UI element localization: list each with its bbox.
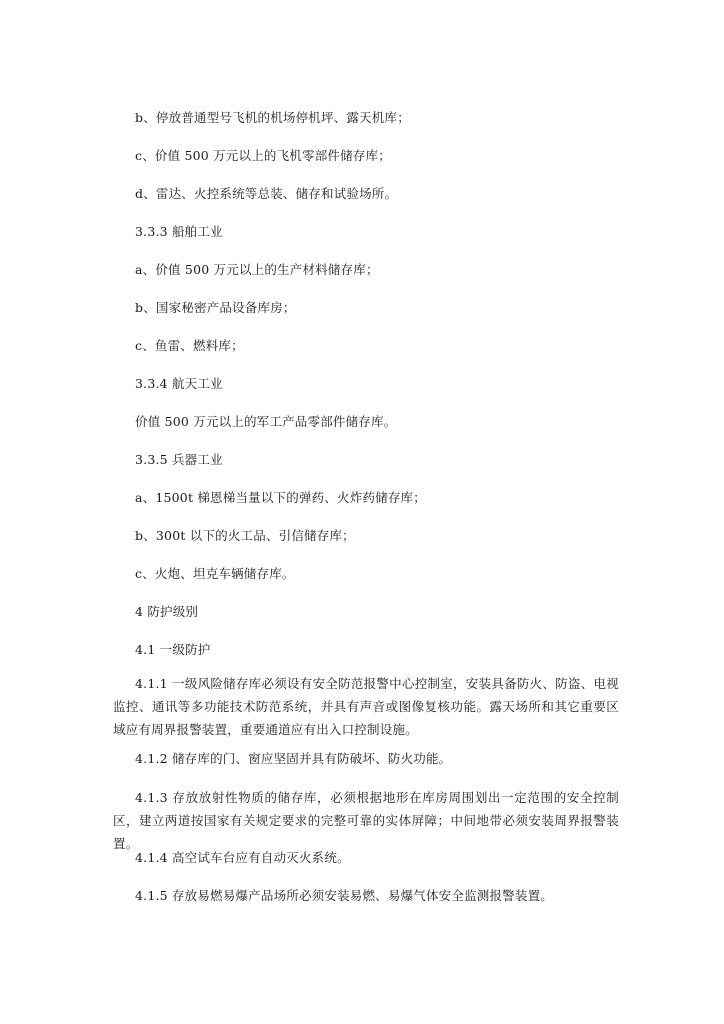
- section-heading: 3.3.4 航天工业: [135, 376, 223, 391]
- section-heading: 3.3.3 船舶工业: [135, 224, 223, 239]
- paragraph: 4.1.4 高空试车台应有自动灭火系统。: [135, 850, 350, 865]
- paragraph: 4.1.3 存放放射性物质的储存库，必须根据地形在库房周围划出一定范围的安全控制区，建立两道按国家有关规定要求的完整可靠的实体屏障；中间地带必须安装周界报警装置。: [113, 790, 619, 851]
- paragraph: 4.1.2 储存库的门、窗应坚固并具有防破坏、防火功能。: [135, 751, 452, 766]
- section-heading: 4.1 一级防护: [135, 642, 211, 657]
- paragraph: 4.1.5 存放易燃易爆产品场所必须安装易燃、易爆气体安全监测报警装置。: [135, 888, 553, 903]
- paragraph: 4.1.1 一级风险储存库必须设有安全防范报警中心控制室，安装具备防火、防盗、电视监控、通讯等多功能技术防范系统，并具有声音或图像复核功能。露天场所和其它重要区域应有周界报警装置，重要通道应有出入口控制设施。: [113, 676, 619, 737]
- list-item: d、雷达、火控系统等总装、储存和试验场所。: [135, 186, 398, 201]
- list-item: b、停放普通型号飞机的机场停机坪、露天机库；: [135, 110, 410, 125]
- list-item: a、1500t 梯恩梯当量以下的弹药、火炸药储存库；: [135, 490, 426, 505]
- section-heading: 3.3.5 兵器工业: [135, 452, 223, 467]
- list-item: c、鱼雷、燃料库；: [135, 338, 244, 353]
- list-item: 价值 500 万元以上的军工产品零部件储存库。: [135, 414, 397, 429]
- list-item: b、300t 以下的火工品、引信储存库；: [135, 528, 355, 543]
- list-item: c、价值 500 万元以上的飞机零部件储存库；: [135, 148, 391, 163]
- list-item: a、价值 500 万元以上的生产材料储存库；: [135, 262, 379, 277]
- list-item: c、火炮、坦克车辆储存库。: [135, 566, 295, 581]
- section-heading: 4 防护级别: [135, 604, 199, 619]
- list-item: b、国家秘密产品设备库房；: [135, 300, 296, 315]
